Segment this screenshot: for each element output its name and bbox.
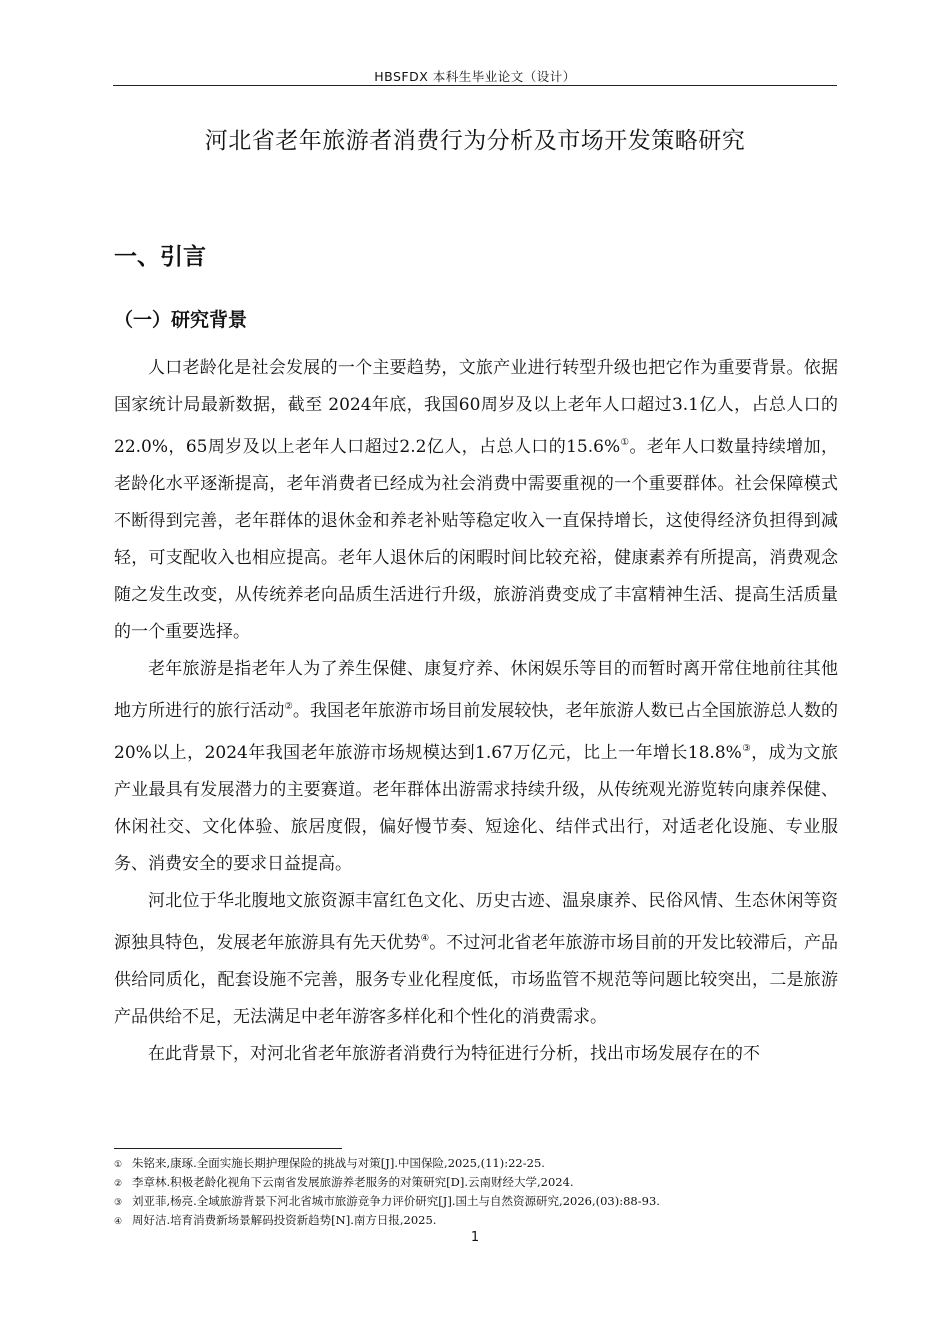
- text-run: 河北位于华北腹地文旅资源丰富红色文化、历史古迹、温泉康养、民俗风情、生态休闲等资源独具特色，发展老年旅游具有先天优势: [114, 891, 838, 953]
- footnote-text: 周好洁.培育消费新场景解码投资新趋势[N].南方日报,2025.: [132, 1213, 437, 1227]
- footnotes: [114, 1155, 844, 1231]
- footnote: [114, 1212, 844, 1231]
- footnote: [114, 1155, 844, 1174]
- footnote: [114, 1193, 844, 1212]
- footnote-text: 朱铭来,康琢.全面实施长期护理保险的挑战与对策[J].中国保险,2025,(11):22-25.: [132, 1156, 545, 1170]
- footnote-reference: ①: [620, 437, 630, 448]
- footnote-mark: ④: [114, 1217, 123, 1227]
- text-run: ，成为文旅产业最具有发展潜力的主要赛道。老年群体出游需求持续升级，从传统观光游览转向康养保健、休闲社交、文化体验、旅居度假，偏好慢节奏、短途化、结伴式出行，对适老化设施、专业服务、消费安全的要求日益提高。: [114, 743, 838, 874]
- body-paragraph: [114, 350, 838, 651]
- text-run: 在此背景下，对河北省老年旅游者消费行为特征进行分析，找出市场发展存在的不: [148, 1044, 760, 1064]
- footnote-reference: ④: [420, 933, 430, 944]
- subsection-heading: （一）研究背景: [114, 309, 248, 331]
- footnote-mark: ③: [114, 1198, 123, 1208]
- body-paragraph: [114, 883, 838, 1036]
- paper-title: 河北省老年旅游者消费行为分析及市场开发策略研究: [204, 128, 746, 154]
- footnote-mark: ②: [114, 1179, 123, 1189]
- body-text: [114, 350, 838, 1073]
- text-run: 老年旅游是指老年人为了养生保健、康复疗养、休闲娱乐等目的而暂时离开常住地前往其他地方所进行的旅行活动: [114, 659, 838, 721]
- text-run: 。老年人口数量持续增加，老龄化水平逐渐提高，老年消费者已经成为社会消费中需要重视的一个重要群体。社会保障模式不断得到完善，老年群体的退休金和养老补贴等稳定收入一直保持增长，这使得经济负担得到减轻，可支配收入也相应提高。老年人退休后的闲暇时间比较充裕，健康素养有所提高，消费观念随之发生改变，从传统养老向品质生活进行升级，旅游消费变成了丰富精神生活、提高生活质量的一个重要选择。: [114, 437, 838, 642]
- footnote-divider: [114, 1148, 342, 1149]
- footnote-text: 刘亚菲,杨亮.全域旅游背景下河北省城市旅游竞争力评价研究[J].国土与自然资源研究,2026,(03):88-93.: [132, 1194, 660, 1208]
- text-run: 人口老龄化是社会发展的一个主要趋势，文旅产业进行转型升级也把它作为重要背景。依据国家统计局最新数据，截至 2024年底，我国60周岁及以上老年人口超过3.1亿人，占总人口的22.0%，65周岁及以上老年人口超过2.2亿人，占总人口的15.6%: [114, 358, 838, 457]
- footnote-reference: ②: [284, 701, 293, 712]
- header-divider: [113, 85, 837, 86]
- footnote-mark: ①: [114, 1160, 123, 1170]
- footnote: [114, 1174, 844, 1193]
- header-text: HBSFDX 本科生毕业论文（设计）: [374, 69, 576, 84]
- text-run: 。我国老年旅游市场目前发展较快，老年旅游人数已占全国旅游总人数的20%以上，2024年我国老年旅游市场规模达到1.67万亿元，比上一年增长18.8%: [114, 701, 839, 763]
- footnote-text: 李章林.积极老龄化视角下云南省发展旅游养老服务的对策研究[D].云南财经大学,2024.: [132, 1175, 574, 1189]
- footnote-reference: ③: [741, 743, 752, 754]
- text-run: 。不过河北省老年旅游市场目前的开发比较滞后，产品供给同质化，配套设施不完善，服务专业化程度低，市场监管不规范等问题比较突出，二是旅游产品供给不足，无法满足中老年游客多样化和个性化的消费需求。: [114, 933, 839, 1027]
- page-number: 1: [470, 1230, 480, 1245]
- body-paragraph: [114, 1036, 838, 1073]
- section-heading: 一、引言: [114, 244, 206, 270]
- body-paragraph: [114, 651, 838, 883]
